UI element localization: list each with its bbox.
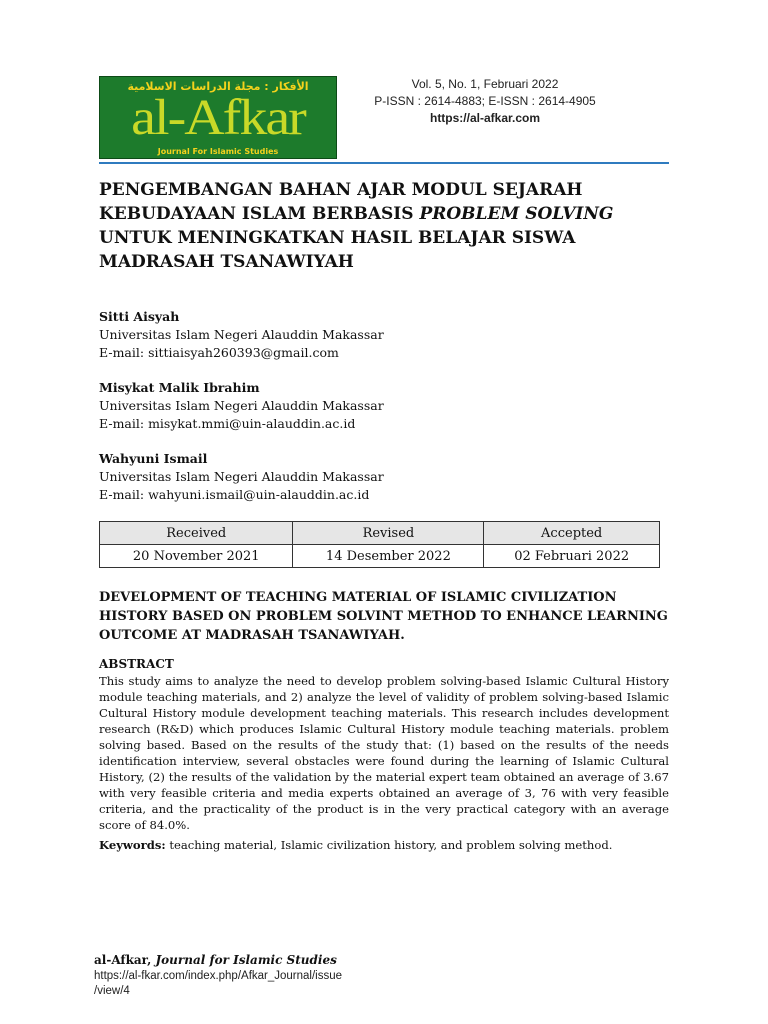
- logo-subtitle: Journal For Islamic Studies: [157, 147, 279, 156]
- received-date: 20 November 2021: [100, 545, 293, 568]
- journal-logo: [99, 76, 337, 159]
- keywords: [99, 837, 669, 853]
- title-italic: PROBLEM SOLVING: [419, 204, 614, 224]
- footer-url[interactable]: [94, 969, 364, 999]
- accepted-date: 02 Februari 2022: [484, 545, 660, 568]
- keywords-label: Keywords:: [99, 838, 166, 852]
- author-affiliation: Universitas Islam Negeri Alauddin Makassar: [99, 398, 384, 413]
- author-name: Wahyuni Ismail: [99, 451, 208, 466]
- abstract-heading: ABSTRACT: [99, 657, 174, 671]
- author-name: Misykat Malik Ibrahim: [99, 380, 260, 395]
- author-affiliation: Universitas Islam Negeri Alauddin Makassar: [99, 469, 384, 484]
- author-block: [99, 379, 669, 433]
- accepted-header: Accepted: [484, 522, 660, 545]
- footer-journal-full: Journal for Islamic Studies: [155, 953, 337, 967]
- paper-title: [99, 178, 669, 274]
- title-part-2: UNTUK MENINGKATKAN HASIL BELAJAR SISWA MADRASAH TSANAWIYAH: [99, 228, 576, 272]
- volume-issue: Vol. 5, No. 1, Februari 2022: [411, 77, 559, 91]
- submission-dates-table: [99, 521, 660, 568]
- title-part-1: PENGEMBANGAN BAHAN AJAR MODUL SEJARAH KEBUDAYAAN ISLAM BERBASIS: [99, 180, 583, 224]
- author-email: E-mail: misykat.mmi@uin-alauddin.ac.id: [99, 416, 356, 431]
- received-header: Received: [100, 522, 293, 545]
- journal-url[interactable]: https://al-afkar.com: [429, 111, 541, 125]
- header-divider: [99, 162, 669, 164]
- logo-wordmark: al-Afkar: [131, 90, 305, 146]
- author-email: E-mail: wahyuni.ismail@uin-alauddin.ac.id: [99, 487, 370, 502]
- footer-url-line-2: /view/4: [94, 985, 130, 997]
- english-title: DEVELOPMENT OF TEACHING MATERIAL OF ISLAMIC CIVILIZATION HISTORY BASED ON PROBLEM SOLVINT METHOD TO ENHANCE LEARNING OUTCOME AT MADRASAH TSANAWIYAH.: [99, 590, 668, 643]
- author-block: [99, 450, 669, 504]
- footer-journal-short: al-Afkar,: [94, 953, 156, 967]
- footer-journal-name: [94, 953, 337, 967]
- author-block: [99, 308, 669, 362]
- author-email: E-mail: sittiaisyah260393@gmail.com: [99, 345, 339, 360]
- dates-value-row: [100, 545, 660, 568]
- keywords-text: teaching material, Islamic civilization history, and problem solving method.: [165, 838, 613, 852]
- author-affiliation: Universitas Islam Negeri Alauddin Makassar: [99, 327, 384, 342]
- dates-header-row: [100, 522, 660, 545]
- abstract-body: This study aims to analyze the need to develop problem solving-based Islamic Cultural History module teaching materials, and 2) analyze the level of validity of problem solving-based Islamic Cultural History module development teaching materials. This research includes development research (R&D) which produces Islamic Cultural History module teaching materials. problem solving based. Based on the results of the study that: (1) based on the results of the needs identification interview, several obstacles were found during the learning of Islamic Cultural History, (2) the results of the validation by the material expert team obtained an average of 3.67 with very feasible criteria and media experts obtained an average of 3, 76 with very feasible criteria, and the practicality of the product is in the very practical category with an average score of 84.0%.: [99, 674, 669, 832]
- journal-info: [360, 76, 610, 127]
- revised-date: 14 Desember 2022: [293, 545, 484, 568]
- footer-url-line-1: https://al-fkar.com/index.php/Afkar_Journal/issue: [94, 970, 343, 982]
- author-name: Sitti Aisyah: [99, 309, 180, 324]
- logo-arabic-text: الأفكار : مجلة الدراسات الاسلامية: [127, 80, 309, 93]
- issn: P-ISSN : 2614-4883; E-ISSN : 2614-4905: [374, 94, 596, 108]
- revised-header: Revised: [293, 522, 484, 545]
